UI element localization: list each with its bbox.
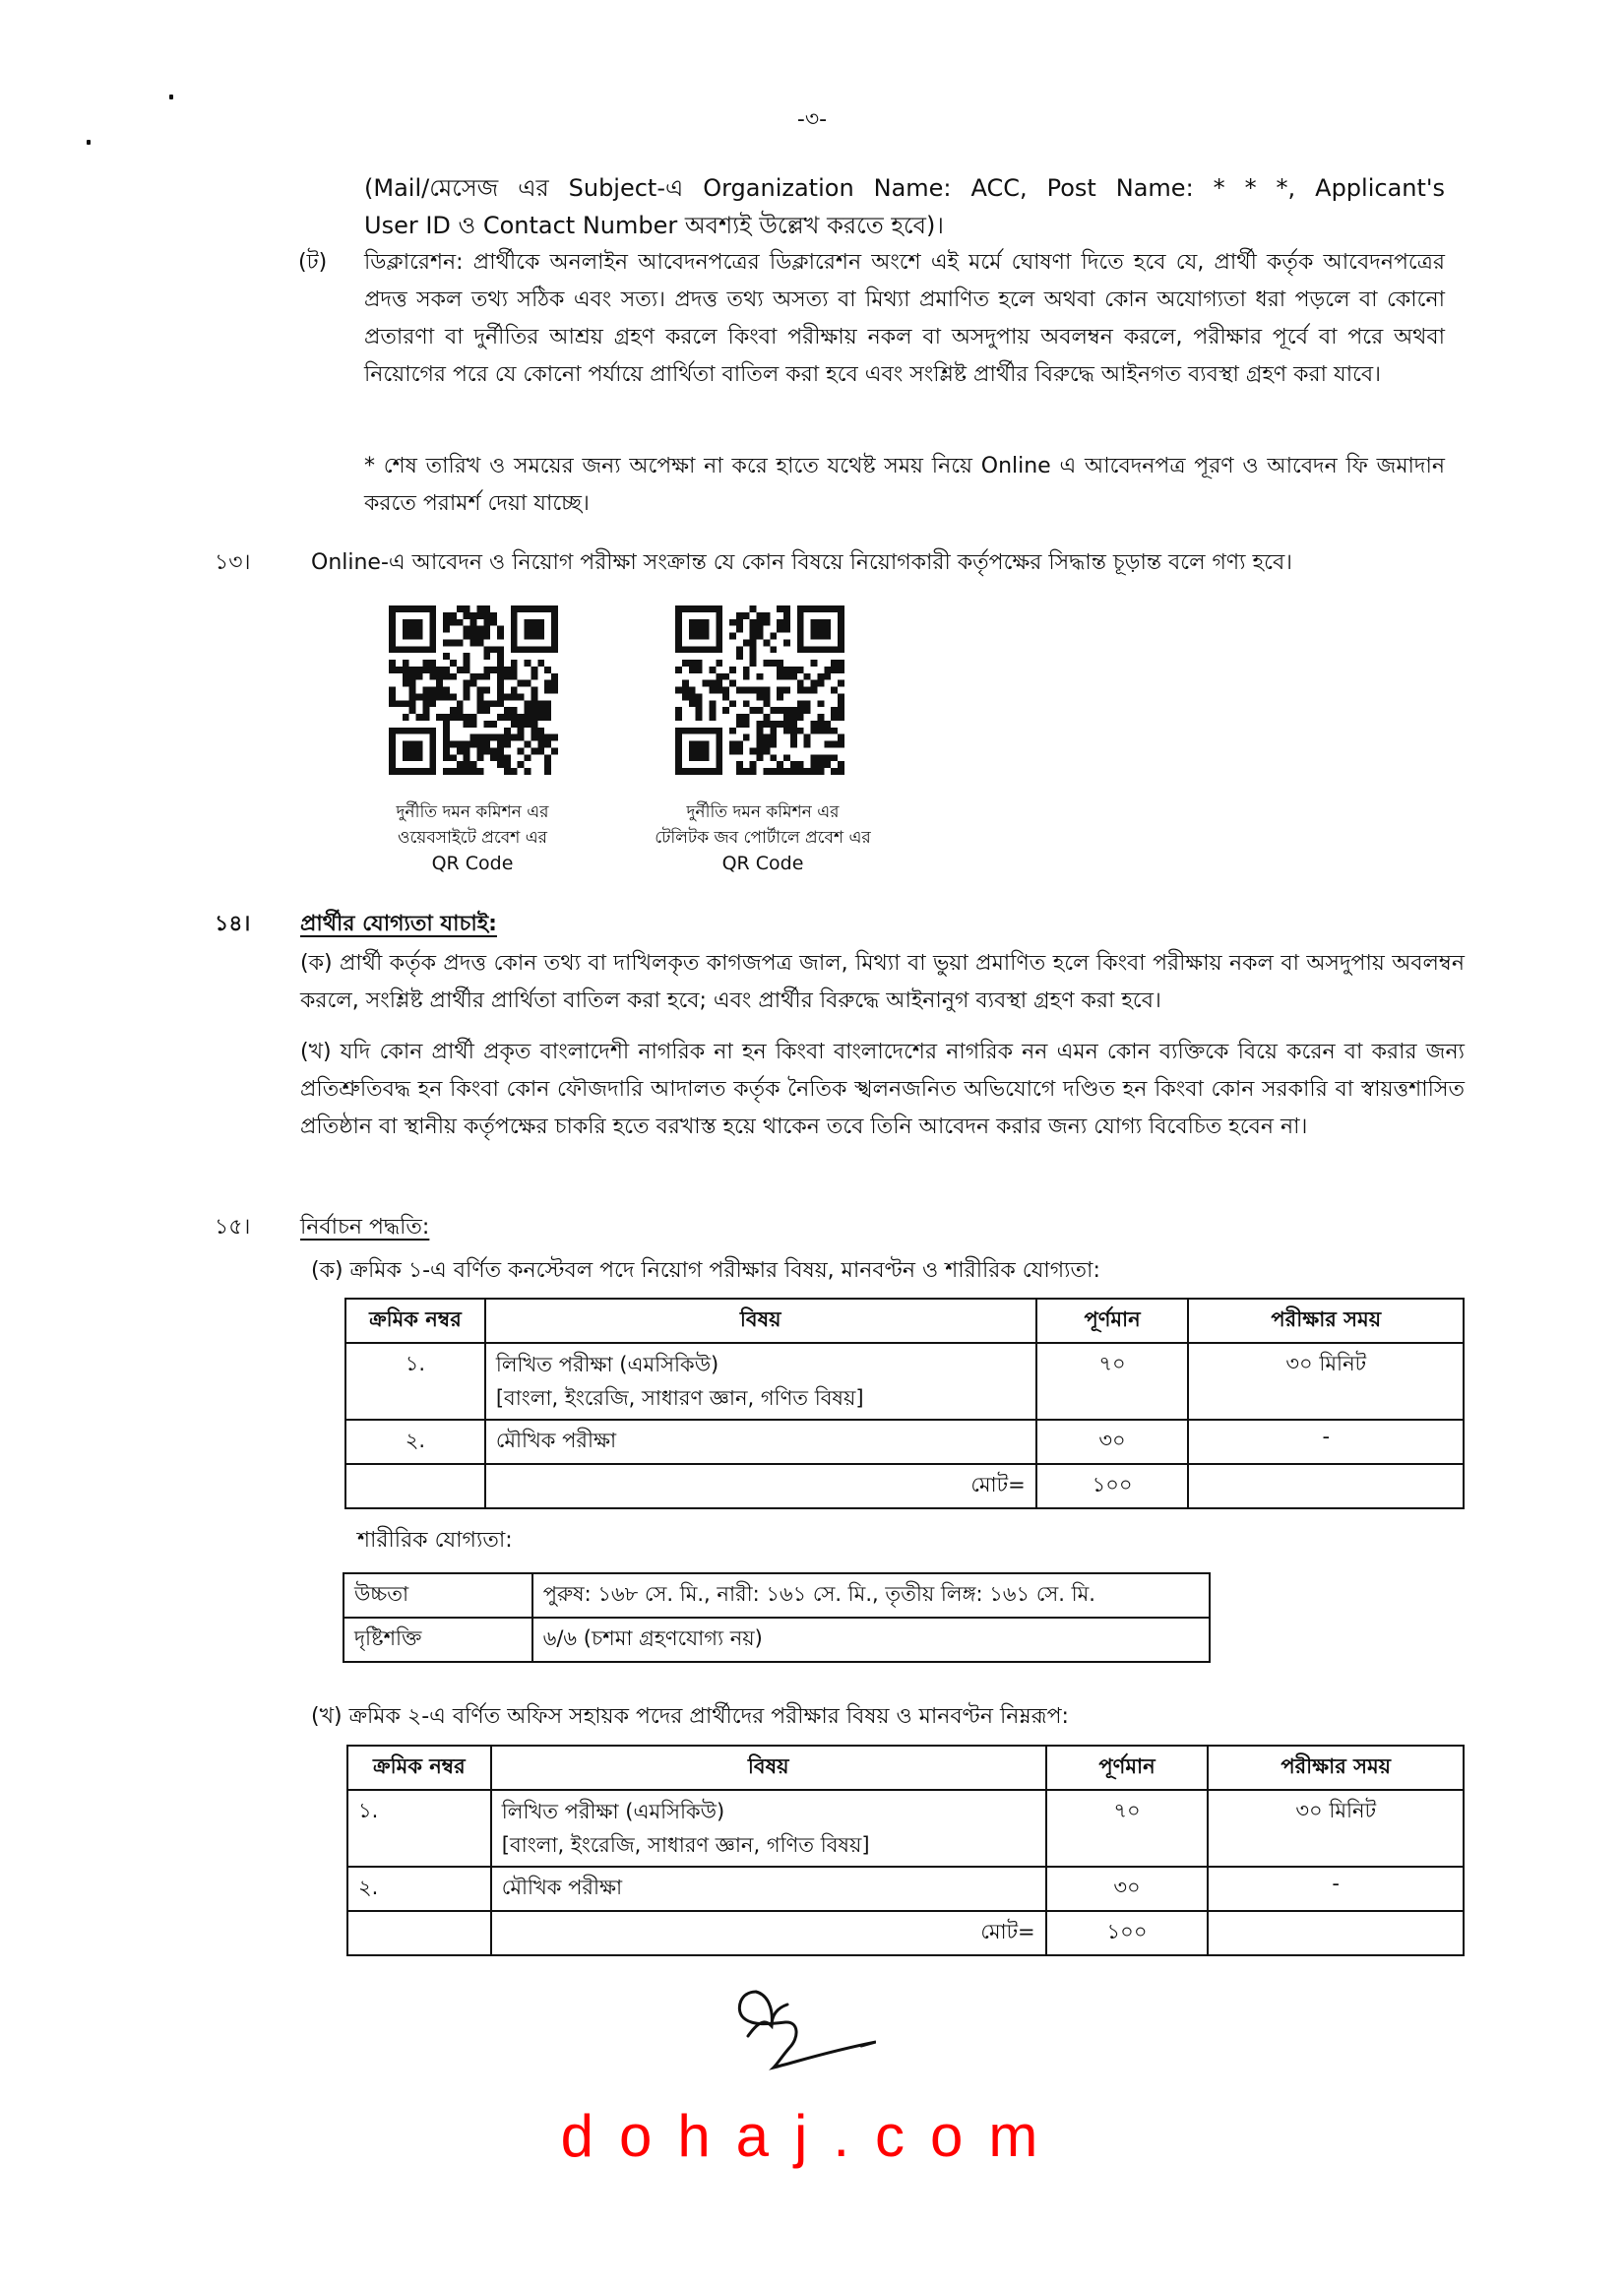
declaration-paragraph: ডিক্লারেশন: প্রার্থীকে অনলাইন আবেদনপত্রের ডিক্লারেশন অংশে এই মর্মে ঘোষণা দিতে হবে যে, প্রার্থী কর্তৃক আবেদনপত্রের প্রদত্ত সকল তথ্য সঠিক এবং সত্য। প্রদত্ত তথ্য অসত্য বা মিথ্যা প্রমাণিত হলে অথবা কোন অযোগ্যতা ধরা পড়লে বা কোনো প্রতারণা বা দুর্নীতির আশ্রয় গ্রহণ করলে কিংবা পরীক্ষায় নকল বা অসদুপায় অবলম্বন করলে, পরীক্ষার পূর্বে বা পরে অথবা নিয়োগের পরে যে কোনো পর্যায়ে প্রার্থিতা বাতিল করা হবে এবং সংশ্লিষ্ট প্রার্থীর বিরুদ্ধে আইনগত ব্যবস্থা গ্রহণ করা যাবে। <box>364 250 1445 387</box>
total-value: ১০০ <box>1046 1911 1209 1955</box>
header-exam-time: পরীক্ষার সময় <box>1188 1299 1464 1343</box>
cell-empty <box>347 1911 491 1955</box>
cell-value: পুরুষ: ১৬৮ সে. মি., নারী: ১৬১ সে. মি., তৃতীয় লিঙ্গ: ১৬১ সে. মি. <box>532 1573 1210 1618</box>
table-row <box>347 1867 1464 1911</box>
subject-detail: [বাংলা, ইংরেজি, সাধারণ জ্ঞান, গণিত বিষয়] <box>495 1386 864 1410</box>
cell-subject <box>485 1343 1036 1420</box>
qr-code-icon[interactable] <box>386 605 561 775</box>
scan-speck <box>169 95 173 99</box>
header-full-marks: পূর্ণমান <box>1046 1746 1209 1790</box>
header-subject: বিষয় <box>485 1299 1036 1343</box>
section-13-text: Online-এ আবেদন ও নিয়োগ পরীক্ষা সংক্রান্ত যে কোন বিষয়ে নিয়োগকারী কর্তৃপক্ষের সিদ্ধান্ত চূড়ান্ত বলে গণ্য হবে। <box>311 550 1293 575</box>
cell-subject: মৌখিক পরীক্ষা <box>491 1867 1046 1911</box>
cell-serial: ১. <box>345 1343 485 1420</box>
subject-detail: [বাংলা, ইংরেজি, সাধারণ জ্ঞান, গণিত বিষয়] <box>501 1833 870 1857</box>
qr-caption-website <box>344 799 600 876</box>
constable-exam-table <box>344 1298 1465 1509</box>
table-row <box>347 1790 1464 1867</box>
cell-value: ৬/৬ (চশমা গ্রহণযোগ্য নয়) <box>532 1618 1210 1662</box>
table-row <box>344 1573 1210 1618</box>
cell-label: উচ্চতা <box>344 1573 532 1618</box>
header-serial: ক্রমিক নম্বর <box>347 1746 491 1790</box>
section-13-number: ১৩। <box>215 550 251 575</box>
cell-subject <box>491 1790 1046 1867</box>
table-row <box>345 1420 1464 1464</box>
cell-time: ৩০ মিনিট <box>1188 1343 1464 1420</box>
header-subject: বিষয় <box>491 1746 1046 1790</box>
continued-line-2: User ID ও Contact Number অবশ্যই উল্লেখ করতে হবে)। <box>364 212 944 239</box>
table-row <box>344 1618 1210 1662</box>
table-row <box>345 1343 1464 1420</box>
total-label: মোট= <box>491 1911 1046 1955</box>
header-serial: ক্রমিক নম্বর <box>345 1299 485 1343</box>
section-14-title: প্রার্থীর যোগ্যতা যাচাই: <box>300 912 497 936</box>
item-t-marker: (ট) <box>298 250 328 275</box>
header-exam-time: পরীক্ষার সময় <box>1208 1746 1464 1790</box>
table-header-row <box>347 1746 1464 1790</box>
physical-requirements-table <box>343 1572 1211 1663</box>
cell-label: দৃষ্টিশক্তি <box>344 1618 532 1662</box>
deadline-note: * শেষ তারিখ ও সময়ের জন্য অপেক্ষা না করে হাতে যথেষ্ট সময় নিয়ে Online এ আবেদনপত্র পূরণ ও আবেদন ফি জমাদান করতে পরামর্শ দেয়া যাচ্ছে। <box>364 454 1445 516</box>
signature-icon <box>728 1987 876 2080</box>
cell-marks: ৭০ <box>1046 1790 1209 1867</box>
cell-time: ৩০ মিনিট <box>1208 1790 1464 1867</box>
table-total-row <box>347 1911 1464 1955</box>
office-assistant-exam-table <box>346 1745 1465 1956</box>
continued-line-1: (Mail/মেসেজ এর Subject-এ Organization Name: ACC, Post Name: * * *, Applicant's <box>364 174 1445 202</box>
cell-empty <box>1208 1911 1464 1955</box>
qr-caption-line: QR Code <box>431 853 514 874</box>
section-14-item-kha: (খ) যদি কোন প্রার্থী প্রকৃত বাংলাদেশী নাগরিক না হন কিংবা বাংলাদেশের নাগরিক নন এমন কোন ব্যক্তিকে বিয়ে করেন বা করার জন্য প্রতিশ্রুতিবদ্ধ হন কিংবা কোন ফৌজদারি আদালত কর্তৃক নৈতিক স্খলনজনিত অভিযোগে দণ্ডিত হন কিংবা কোন সরকারি বা স্বায়ত্তশাসিত প্রতিষ্ঠান বা স্থানীয় কর্তৃপক্ষের চাকরি হতে বরখাস্ত হয়ে থাকেন তবে তিনি আবেদন করার জন্য যোগ্য বিবেচিত হবেন না। <box>300 1040 1465 1139</box>
cell-subject: মৌখিক পরীক্ষা <box>485 1420 1036 1464</box>
scan-speck <box>87 140 91 145</box>
qr-caption-line: QR Code <box>721 853 804 874</box>
section-15-number: ১৫। <box>215 1215 251 1240</box>
cell-marks: ৩০ <box>1046 1867 1209 1911</box>
subject-line: লিখিত পরীক্ষা (এমসিকিউ) <box>495 1353 719 1376</box>
section-15-title: নির্বাচন পদ্ধতি: <box>300 1215 430 1240</box>
cell-empty <box>1188 1464 1464 1508</box>
qr-caption-line: দুর্নীতি দমন কমিশন এর <box>396 802 549 822</box>
continued-text <box>364 169 1445 244</box>
cell-time: - <box>1188 1420 1464 1464</box>
qr-caption-line: ওয়েবসাইটে প্রবেশ এর <box>397 828 548 848</box>
physical-title: শারীরিক যোগ্যতা: <box>357 1528 513 1553</box>
table-total-row <box>345 1464 1464 1508</box>
total-value: ১০০ <box>1036 1464 1189 1508</box>
subject-line: লিখিত পরীক্ষা (এমসিকিউ) <box>501 1800 725 1823</box>
qr-code-icon[interactable] <box>672 605 847 775</box>
qr-caption-job-portal <box>610 799 915 876</box>
section-15-kha-intro: (খ) ক্রমিক ২-এ বর্ণিত অফিস সহায়ক পদের প্রার্থীদের পরীক্ষার বিষয় ও মানবণ্টন নিম্নরূপ: <box>311 1704 1069 1729</box>
qr-caption-line: টেলিটক জব পোর্টালে প্রবেশ এর <box>655 828 871 848</box>
section-14-number: ১৪। <box>215 912 251 936</box>
table-header-row <box>345 1299 1464 1343</box>
total-label: মোট= <box>485 1464 1036 1508</box>
header-full-marks: পূর্ণমান <box>1036 1299 1189 1343</box>
section-15-ka-intro: (ক) ক্রমিক ১-এ বর্ণিত কনস্টেবল পদে নিয়োগ পরীক্ষার বিষয়, মানবণ্টন ও শারীরিক যোগ্যতা: <box>311 1258 1100 1283</box>
cell-serial: ১. <box>347 1790 491 1867</box>
cell-serial: ২. <box>347 1867 491 1911</box>
cell-empty <box>345 1464 485 1508</box>
watermark: dohaj.com <box>560 2103 1064 2169</box>
page-number: -৩- <box>796 107 828 132</box>
cell-marks: ৩০ <box>1036 1420 1189 1464</box>
cell-time: - <box>1208 1867 1464 1911</box>
section-14-item-ka: (ক) প্রার্থী কর্তৃক প্রদত্ত কোন তথ্য বা দাখিলকৃত কাগজপত্র জাল, মিথ্যা বা ভুয়া প্রমাণিত হলে কিংবা পরীক্ষায় নকল বা অসদুপায় অবলম্বন করলে, সংশ্লিষ্ট প্রার্থীর প্রার্থিতা বাতিল করা হবে; এবং প্রার্থীর বিরুদ্ধে আইনানুগ ব্যবস্থা গ্রহণ করা হবে। <box>300 951 1465 1013</box>
cell-serial: ২. <box>345 1420 485 1464</box>
qr-caption-line: দুর্নীতি দমন কমিশন এর <box>686 802 840 822</box>
cell-marks: ৭০ <box>1036 1343 1189 1420</box>
